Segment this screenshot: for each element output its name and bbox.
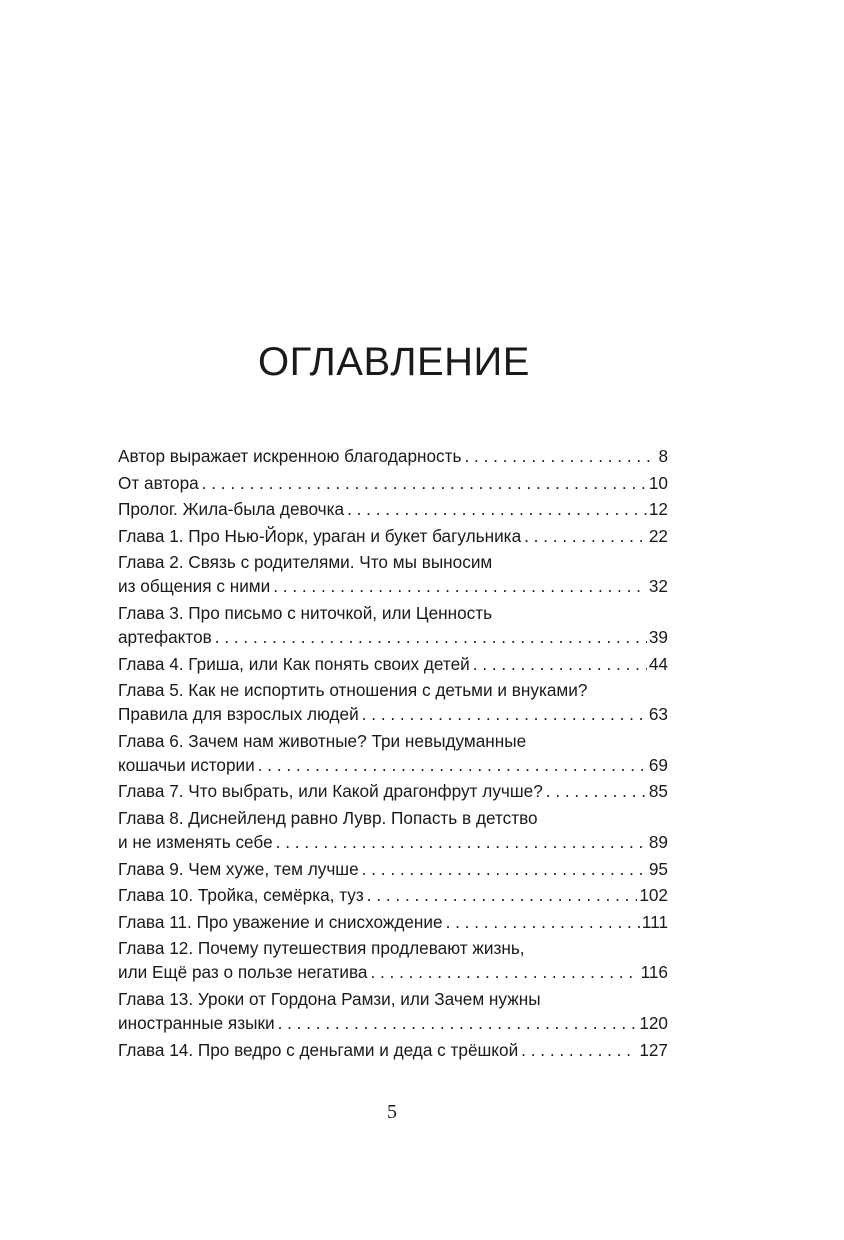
toc-entry-title: Глава 11. Про уважение и снисхождение bbox=[118, 911, 443, 932]
toc-entry-chapter-6 bbox=[118, 729, 668, 777]
toc-entry-page: 89 bbox=[648, 831, 668, 852]
toc-entry-page: 44 bbox=[648, 653, 668, 674]
dot-leader bbox=[202, 471, 647, 495]
page-number: 5 bbox=[387, 1101, 397, 1123]
toc-entry-page: 12 bbox=[648, 499, 668, 520]
dot-leader bbox=[464, 444, 656, 468]
toc-entry-chapter-4 bbox=[118, 652, 668, 676]
toc-entry-title: Глава 4. Гриша, или Как понять своих детей bbox=[118, 653, 470, 674]
toc-entry-page: 102 bbox=[639, 885, 668, 906]
toc-entry-page: 116 bbox=[640, 962, 668, 983]
toc-entry-title: Глава 9. Чем хуже, тем лучше bbox=[118, 858, 359, 879]
toc-entry-page: 127 bbox=[639, 1039, 668, 1060]
dot-leader bbox=[367, 883, 638, 907]
toc-entry-title: Пролог. Жила-была девочка bbox=[118, 499, 345, 520]
toc-entry-prologue bbox=[118, 497, 668, 521]
toc-entry-acknowledgements bbox=[118, 444, 668, 468]
toc-entry-chapter-2 bbox=[118, 550, 668, 598]
dot-leader bbox=[473, 652, 647, 676]
toc-entry-page: 39 bbox=[648, 626, 668, 647]
toc-entry-title: Глава 13. Уроки от Гордона Рамзи, или Зачем нужны bbox=[118, 988, 541, 1009]
toc-entry-title-continued: или Ещё раз о пользе негатива bbox=[118, 962, 368, 983]
toc-entry-title: Глава 3. Про письмо с ниточкой, или Ценность bbox=[118, 602, 493, 623]
dot-leader bbox=[362, 857, 647, 881]
toc-entry-chapter-13 bbox=[118, 987, 668, 1035]
toc-entry-title-continued: из общения с ними bbox=[118, 576, 271, 597]
toc-entry-title: Глава 6. Зачем нам животные? Три невыдуманные bbox=[118, 730, 527, 751]
toc-entry-chapter-9 bbox=[118, 857, 668, 881]
dot-leader bbox=[347, 497, 647, 521]
toc-entry-title: Автор выражает искренною благодарность bbox=[118, 446, 462, 466]
page-title: ОГЛАВЛЕНИЕ bbox=[258, 340, 530, 384]
toc-entry-title-continued: кошачьи истории bbox=[118, 754, 255, 775]
toc-entry-title-continued: и не изменять себе bbox=[118, 831, 273, 852]
toc-entry-title-continued: Правила для взрослых людей bbox=[118, 704, 359, 725]
dot-leader bbox=[546, 779, 647, 803]
toc-entry-chapter-3 bbox=[118, 601, 668, 649]
toc-entry-page: 22 bbox=[648, 525, 668, 546]
toc-entry-page: 8 bbox=[658, 446, 668, 466]
toc-entry-title: Глава 2. Связь с родителями. Что мы выносим bbox=[118, 552, 493, 573]
toc-entry-chapter-8 bbox=[118, 806, 668, 854]
toc-entry-title: Глава 1. Про Нью-Йорк, ураган и букет багульника bbox=[118, 525, 522, 546]
toc-entry-page: 95 bbox=[648, 858, 668, 879]
toc-entry-title: Глава 8. Диснейленд равно Лувр. Попасть в детство bbox=[118, 807, 538, 828]
toc-entry-page: 63 bbox=[648, 704, 668, 725]
toc-entry-title: Глава 12. Почему путешествия продлевают жизнь, bbox=[118, 938, 525, 959]
toc-entry-title: Глава 7. Что выбрать, или Какой драгонфрут лучше? bbox=[118, 781, 543, 802]
dot-leader bbox=[276, 830, 647, 854]
toc-entry-title-continued: иностранные языки bbox=[118, 1012, 275, 1033]
toc-entry-title: Глава 10. Тройка, семёрка, туз bbox=[118, 885, 364, 906]
dot-leader bbox=[524, 524, 647, 548]
toc-entry-chapter-10 bbox=[118, 883, 668, 907]
toc-entry-page: 69 bbox=[648, 754, 668, 775]
dot-leader bbox=[370, 960, 638, 984]
dot-leader bbox=[258, 753, 647, 777]
dot-leader bbox=[215, 625, 647, 649]
dot-leader bbox=[446, 910, 640, 934]
toc-entry-chapter-1 bbox=[118, 524, 668, 548]
table-of-contents bbox=[118, 444, 668, 1064]
toc-entry-chapter-5 bbox=[118, 678, 668, 726]
dot-leader bbox=[521, 1038, 637, 1062]
toc-entry-chapter-7 bbox=[118, 779, 668, 803]
toc-entry-chapter-11 bbox=[118, 910, 668, 934]
toc-entry-page: 32 bbox=[648, 576, 668, 597]
dot-leader bbox=[278, 1011, 638, 1035]
toc-entry-page: 10 bbox=[648, 472, 668, 493]
toc-entry-title: От автора bbox=[118, 472, 199, 493]
dot-leader bbox=[273, 574, 647, 598]
toc-entry-title-continued: артефактов bbox=[118, 626, 212, 647]
toc-entry-chapter-12 bbox=[118, 936, 668, 984]
dot-leader bbox=[362, 702, 647, 726]
toc-entry-chapter-14 bbox=[118, 1038, 668, 1062]
toc-entry-title: Глава 14. Про ведро с деньгами и деда с трёшкой bbox=[118, 1039, 519, 1060]
toc-entry-page: 111 bbox=[641, 911, 668, 932]
toc-entry-from-author bbox=[118, 471, 668, 495]
toc-entry-page: 120 bbox=[639, 1012, 668, 1033]
toc-entry-title: Глава 5. Как не испортить отношения с детьми и внуками? bbox=[118, 680, 588, 701]
toc-entry-page: 85 bbox=[648, 781, 668, 802]
